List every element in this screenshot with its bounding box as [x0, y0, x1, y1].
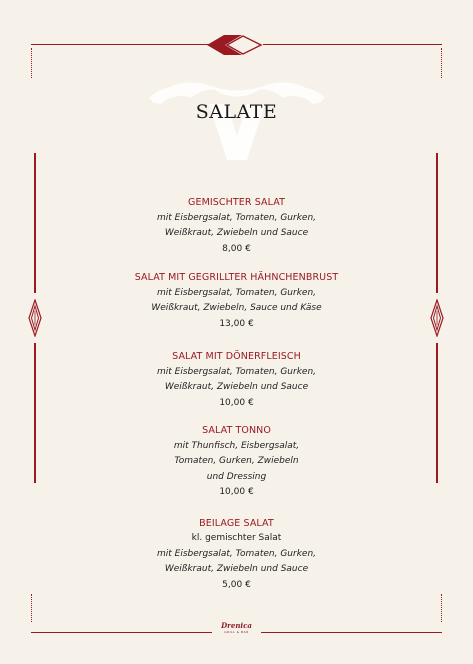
- top-rule-right: [263, 44, 442, 45]
- menu-item-description: Weißkraut, Zwiebeln und Sauce: [164, 564, 309, 574]
- menu-item-description: mit Eisbergsalat, Tomaten, Gurken,: [156, 287, 317, 298]
- menu-items: [0, 195, 473, 593]
- menu-item-price: 5,00 €: [222, 579, 251, 590]
- menu-item-description: mit Thunfisch, Eisbergsalat,: [173, 440, 300, 451]
- menu-item: [0, 423, 473, 501]
- menu-item-price: 8,00 €: [222, 243, 251, 254]
- top-rule-left: [31, 44, 209, 45]
- logo-subtitle: GRILL & BAR: [224, 630, 249, 634]
- menu-item-description: Weißkraut, Zwiebeln und Sauce: [164, 228, 309, 238]
- menu-item-description: mit Eisbergsalat, Tomaten, Gurken,: [156, 548, 317, 559]
- menu-item-description: mit Eisbergsalat, Tomaten, Gurken,: [156, 212, 317, 223]
- logo-name: Drenica: [221, 621, 252, 630]
- menu-item-description: Weißkraut, Zwiebeln, Sauce und Käse: [151, 303, 322, 313]
- menu-item: [0, 270, 473, 332]
- menu-item-name: SALAT MIT DÖNERFLEISCH: [172, 351, 301, 362]
- menu-item-name: SALAT TONNO: [202, 425, 271, 436]
- menu-item-name: SALAT MIT GEGRILLTER HÄHNCHENBRUST: [134, 272, 339, 283]
- page-title: SALATE: [195, 101, 278, 123]
- menu-item-price: 10,00 €: [219, 397, 254, 408]
- menu-item-name: BEILAGE SALAT: [199, 517, 274, 529]
- menu-item-description: Weißkraut, Zwiebeln und Sauce: [164, 382, 309, 392]
- menu-item-price: 10,00 €: [219, 487, 254, 497]
- menu-item-description: und Dressing: [206, 471, 267, 482]
- menu-item-description: Tomaten, Gurken, Zwiebeln: [174, 456, 299, 466]
- menu-item-description: mit Eisbergsalat, Tomaten, Gurken,: [156, 366, 317, 377]
- menu-item: [0, 195, 473, 257]
- bottom-left-dotted-rule: [31, 594, 32, 622]
- menu-item-price: 13,00 €: [219, 318, 254, 329]
- menu-item-note: kl. gemischter Salat: [191, 533, 282, 543]
- diamond-ornament-icon: [205, 33, 265, 57]
- top-left-dotted-rule: [31, 48, 32, 78]
- menu-item: [0, 349, 473, 411]
- bottom-right-dotted-rule: [441, 594, 442, 622]
- footer-logo: [0, 622, 473, 634]
- top-right-dotted-rule: [441, 48, 442, 78]
- menu-item-name: GEMISCHTER SALAT: [188, 197, 285, 208]
- menu-item: [0, 516, 473, 594]
